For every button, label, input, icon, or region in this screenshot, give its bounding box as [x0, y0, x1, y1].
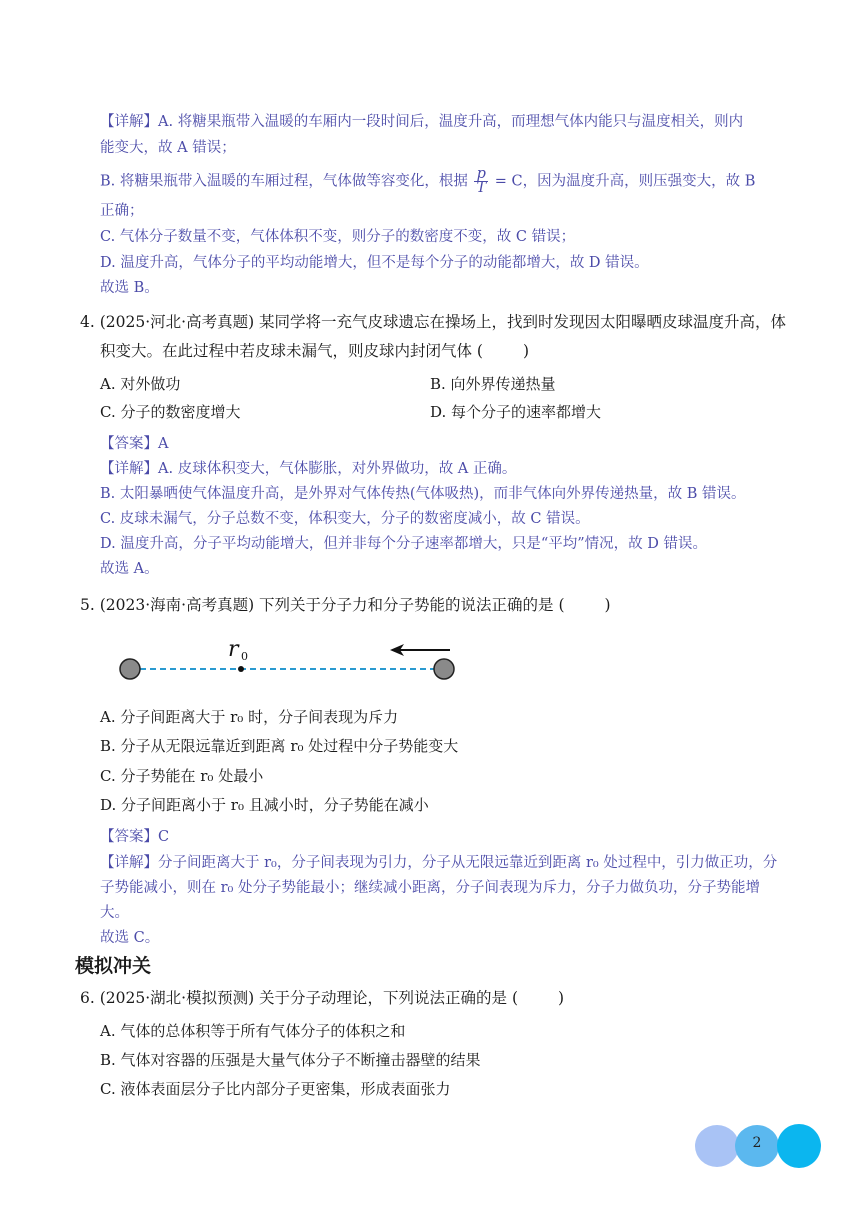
explanation-line: 正确； [100, 203, 144, 219]
paren-close: ) [604, 596, 611, 614]
explanation-line: 大。 [100, 905, 129, 921]
option-c: C. 分子的数密度增大 [100, 403, 241, 421]
option-d: D. 分子间距离小于 r₀ 且减小时，分子势能在减小 [100, 796, 429, 814]
page-number-badge [695, 1124, 825, 1168]
question-text: 5. (2023·海南·高考真题) 下列关于分子力和分子势能的说法正确的是 ( [80, 596, 565, 614]
explanation-line: C. 皮球未漏气，分子总数不变，体积变大，分子的数密度减小，故 C 错误。 [100, 511, 590, 527]
option-a: A. 对外做功 [100, 375, 181, 393]
r0-label: r [228, 637, 239, 662]
explanation-line: 【详解】分子间距离大于 r₀，分子间表现为引力，分子从无限远靠近到距离 r₀ 处过程中，引力做正功，分 [100, 855, 778, 871]
option-c: C. 分子势能在 r₀ 处最小 [100, 767, 264, 785]
question-6-stem [80, 988, 564, 1008]
decor-circle-dark [777, 1124, 821, 1168]
answer-line: 【答案】C [100, 829, 170, 845]
option-b: B. 分子从无限远靠近到距离 r₀ 处过程中分子势能变大 [100, 737, 459, 755]
section-title: 模拟冲关 [75, 955, 152, 977]
question-5-stem [80, 595, 611, 615]
molecule-left [120, 659, 140, 679]
r0-point [238, 666, 244, 672]
explanation-line [100, 168, 790, 195]
fraction-p-over-t [474, 168, 488, 195]
decor-circle-light [695, 1125, 739, 1167]
explanation-line: 能变大，故 A 错误； [100, 140, 236, 156]
explanation-line: 故选 B。 [100, 280, 159, 296]
option-d: D. 每个分子的速率都增大 [430, 403, 602, 421]
answer-line: 【答案】A [100, 436, 169, 452]
molecule-figure [110, 628, 470, 688]
question-text: 积变大。在此过程中若皮球未漏气，则皮球内封闭气体 ( [100, 342, 483, 360]
paren-close: ) [558, 989, 565, 1007]
question-4-stem-cont [100, 341, 790, 361]
option-b: B. 气体对容器的压强是大量气体分子不断撞击器壁的结果 [100, 1051, 481, 1069]
explanation-text: B. 将糖果瓶带入温暖的车厢过程，气体做等容变化，根据 [100, 173, 468, 190]
explanation-text: = C，因为温度升高，则压强变大，故 B [494, 173, 756, 190]
r0-subscript: 0 [241, 650, 248, 663]
option-c: C. 液体表面层分子比内部分子更密集，形成表面张力 [100, 1080, 451, 1098]
question-4-stem: 4. (2025·河北·高考真题) 某同学将一充气皮球遗忘在操场上，找到时发现因太阳曝晒皮球温度升高，体 [80, 313, 787, 331]
explanation-line: D. 温度升高，分子平均动能增大，但并非每个分子速率都增大，只是“平均”情况，故 D 错误。 [100, 536, 707, 552]
explanation-line: 【详解】A. 将糖果瓶带入温暖的车厢内一段时间后，温度升高，而理想气体内能只与温度相关，则内 [100, 114, 744, 130]
option-b: B. 向外界传递热量 [430, 375, 556, 393]
fraction-numerator: p [474, 168, 488, 182]
option-a: A. 气体的总体积等于所有气体分子的体积之和 [100, 1022, 406, 1040]
explanation-line: 子势能减小，则在 r₀ 处分子势能最小；继续减小距离，分子间表现为斥力，分子力做负功，分子势能增 [100, 880, 760, 896]
option-a: A. 分子间距离大于 r₀ 时，分子间表现为斥力 [100, 708, 399, 726]
explanation-line: 【详解】A. 皮球体积变大，气体膨胀，对外界做功，故 A 正确。 [100, 461, 517, 477]
explanation-line: 故选 A。 [100, 561, 159, 577]
molecule-right [434, 659, 454, 679]
explanation-line: 故选 C。 [100, 930, 160, 946]
paren-close: ) [522, 342, 530, 360]
question-text: 6. (2025·湖北·模拟预测) 关于分子动理论，下列说法正确的是 ( [80, 989, 519, 1007]
explanation-line: D. 温度升高，气体分子的平均动能增大，但不是每个分子的动能都增大，故 D 错误。 [100, 255, 649, 271]
explanation-line: C. 气体分子数量不变，气体体积不变，则分子的数密度不变，故 C 错误； [100, 229, 576, 245]
explanation-line: B. 太阳暴晒使气体温度升高，是外界对气体传热(气体吸热)，而非气体向外界传递热量，故 B 错误。 [100, 486, 746, 502]
fraction-denominator: T [476, 180, 487, 196]
page-number: 2 [752, 1135, 762, 1151]
